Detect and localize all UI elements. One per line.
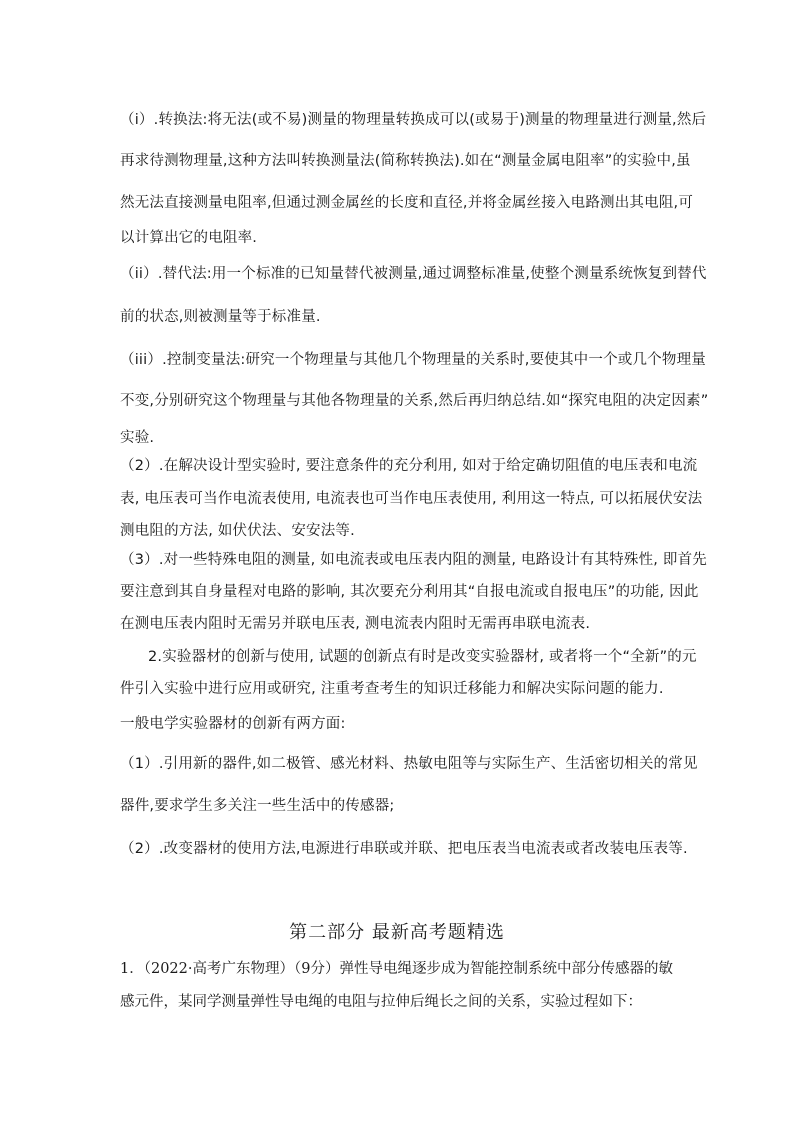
text-line: 一般电学实验器材的创新有两方面:	[120, 716, 346, 732]
text-line: 2.实验器材的创新与使用, 试题的创新点有时是改变实验器材, 或者将一个“全新”的元	[148, 649, 697, 665]
text-line: 要注意到其自身量程对电路的影响, 其次要充分利用其“自报电流或自报电压”的功能, 因此	[120, 584, 699, 600]
question-line: 1．（2022·高考广东物理）（9分）弹性导电绳逐步成为智能控制系统中部分传感器的敏	[120, 961, 673, 977]
text-line: （iii）.控制变量法:研究一个物理量与其他几个物理量的关系时,要使其中一个或几个物理量	[120, 352, 706, 368]
text-line: 不变,分别研究这个物理量与其他各物理量的关系,然后再归纳总结.如“探究电阻的决定因素”	[120, 393, 709, 409]
text-line: （i）.转换法:将无法(或不易)测量的物理量转换成可以(或易于)测量的物理量进行测量,然后	[120, 112, 707, 128]
text-line: 表, 电压表可当作电流表使用, 电流表也可当作电压表使用, 利用这一特点, 可以拓展伏安法	[120, 491, 703, 507]
text-line: 以计算出它的电阻率.	[120, 230, 258, 246]
text-line: （2）.改变器材的使用方法,电源进行串联或并联、把电压表当电流表或者改装电压表等.	[120, 841, 688, 857]
text-line: （3）.对一些特殊电阻的测量, 如电流表或电压表内阻的测量, 电路设计有其特殊性, 即首先	[120, 552, 707, 568]
text-line: 在测电压表内阻时无需另并联电压表, 测电流表内阻时无需再串联电流表.	[120, 616, 591, 632]
text-line: 测电阻的方法, 如伏伏法、安安法等.	[120, 523, 355, 539]
text-line: 实验.	[120, 430, 155, 446]
text-line: 然无法直接测量电阻率,但通过测金属丝的长度和直径,并将金属丝接入电路测出其电阻,可	[120, 195, 694, 211]
text-line: （ii）.替代法:用一个标准的已知量替代被测量,通过调整标准量,使整个测量系统恢复到替代	[120, 266, 707, 282]
text-line: 前的状态,则被测量等于标准量.	[120, 309, 321, 325]
text-line: （1）.引用新的器件,如二极管、感光材料、热敏电阻等与实际生产、生活密切相关的常见	[120, 756, 698, 772]
section-title: 第二部分 最新高考题精选	[289, 922, 505, 943]
text-line: 再求待测物理量,这种方法叫转换测量法(简称转换法).如在“测量金属电阻率”的实验中,虽	[120, 153, 691, 169]
question-line: 感元件，某同学测量弹性导电绳的电阻与拉伸后绳长之间的关系，实验过程如下：	[120, 994, 642, 1010]
text-line: 件引入实验中进行应用或研究, 注重考查考生的知识迁移能力和解决实际问题的能力.	[120, 681, 664, 697]
text-line: （2）.在解决设计型实验时, 要注意条件的充分利用, 如对于给定确切阻值的电压表和电流	[120, 458, 698, 474]
text-line: 器件,要求学生多关注一些生活中的传感器;	[120, 798, 395, 814]
